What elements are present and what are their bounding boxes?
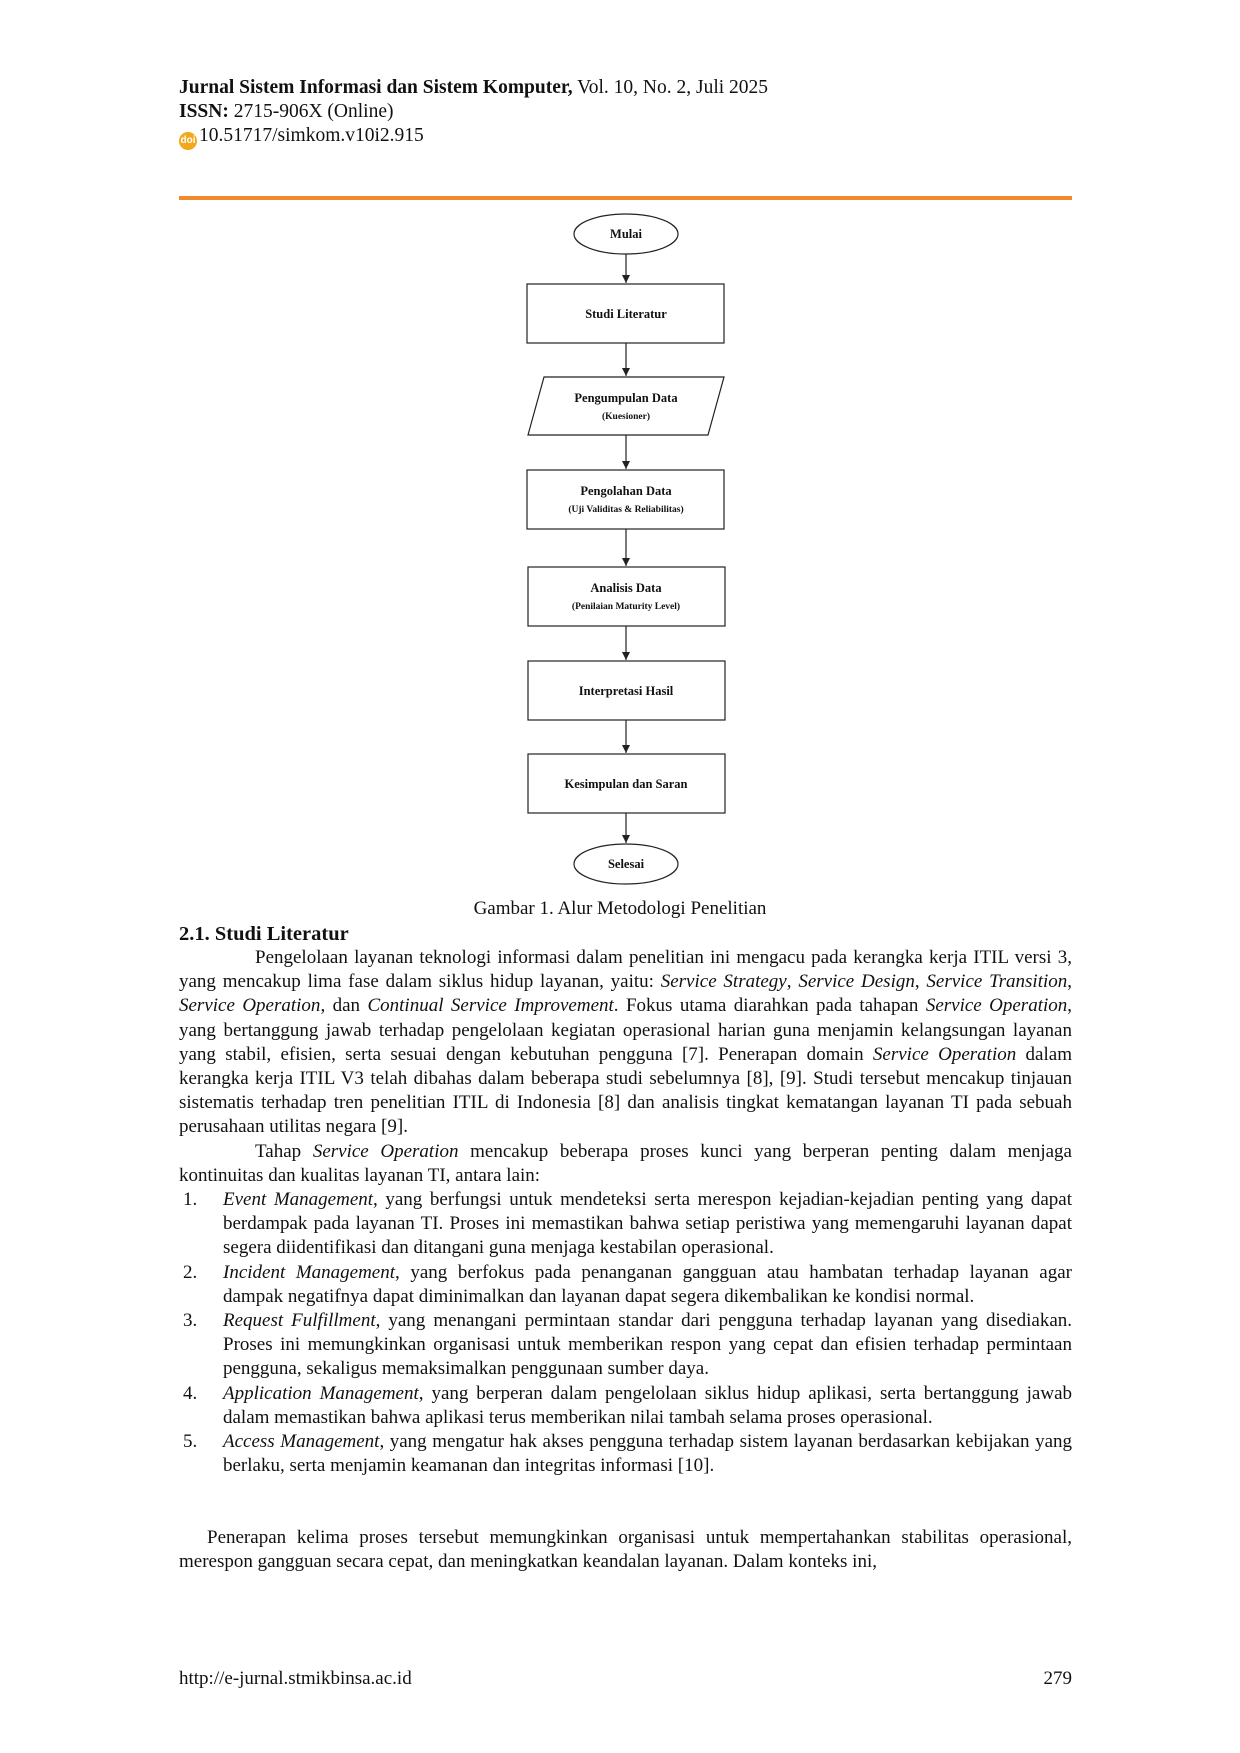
flow-step6-label: Kesimpulan dan Saran	[564, 777, 688, 791]
flow-end	[574, 844, 678, 884]
flow-step5-label: Interpretasi Hasil	[578, 684, 674, 698]
list-text: , yang berperan dalam pengelolaan siklus hidup aplikasi, serta bertanggung jawab dalam memastikan bahwa aplikasi terus memberikan nilai tambah selama proses operasional.	[223, 1382, 1072, 1428]
list-term: Incident Management	[223, 1261, 396, 1283]
flow-start-label: Mulai	[610, 227, 642, 241]
list-text: , yang mengatur hak akses pengguna terhadap sistem layanan berdasarkan kebijakan yang berlaku, serta menjamin keamanan dan integritas informasi [10].	[223, 1431, 1072, 1477]
p2-text: mencakup beberapa proses kunci yang berperan penting dalam menjaga kontinuitas dan kualitas layanan TI, antara lain:	[179, 1141, 1072, 1187]
p1-term: Service Transition	[926, 971, 1068, 993]
paragraph-3	[179, 1526, 1072, 1574]
footer-url[interactable]: http://e-jurnal.stmikbinsa.ac.id	[179, 1668, 412, 1689]
p1-text: , yang bertanggung jawab terhadap pengelolaan kegiatan operasional harian guna menjamin kelangsungan layanan yang stabil, efisien, serta sesuai dengan kebutuhan pengguna [7]. Penerapan domain	[179, 995, 1073, 1065]
p2-text: Tahap	[255, 1141, 313, 1162]
flow-step4-title: Analisis Data	[590, 581, 662, 595]
p1-term: Service Operation	[179, 995, 321, 1017]
flow-step-analisis-data	[528, 567, 725, 626]
flow-start	[574, 214, 678, 254]
figure-caption: Gambar 1. Alur Metodologi Penelitian	[473, 898, 767, 919]
flow-step2-sub: (Kuesioner)	[601, 412, 651, 422]
list-number: 4.	[183, 1382, 198, 1404]
flow-step4-sub: (Penilaian Maturity Level)	[571, 602, 681, 612]
list-text: , yang berfungsi untuk mendeteksi serta merespon kejadian-kejadian penting yang dapat berdampak pada layanan TI. Proses ini memastikan bahwa setiap peristiwa yang memengaruhi layanan dapat segera diidentifikasi dan ditangani guna menjaga kestabilan operasional.	[223, 1189, 1072, 1259]
list-text: , yang berfokus pada penanganan gangguan atau hambatan terhadap layanan agar dampak negatifnya dapat diminimalkan dan layanan dapat segera dikembalikan ke kondisi normal.	[223, 1261, 1072, 1307]
p1-term: Service Operation	[872, 1043, 1017, 1065]
p1-text: ,	[1067, 971, 1073, 993]
list-item	[179, 1261, 1072, 1309]
list-term: Request Fulfillment	[223, 1310, 376, 1332]
flow-step1-label: Studi Literatur	[585, 307, 667, 321]
p2-term: Service Operation	[312, 1141, 459, 1162]
flow-step3-title: Pengolahan Data	[580, 484, 672, 498]
journal-name: Jurnal Sistem Informasi dan Sistem Komputer,	[179, 77, 573, 98]
list-term: Application Management	[223, 1382, 419, 1404]
page-number: 279	[1043, 1668, 1072, 1689]
p1-term: Continual Service Improvement	[367, 995, 614, 1017]
list-item	[179, 1430, 1072, 1478]
p1-text: ,	[914, 971, 927, 993]
issn-label: ISSN:	[179, 101, 229, 122]
list-number: 1.	[183, 1189, 198, 1210]
issn-value: 2715-906X (Online)	[233, 101, 394, 122]
paragraph-1	[179, 946, 1072, 1140]
p1-term: Service Strategy	[660, 971, 787, 993]
doi-icon: doi	[179, 132, 197, 150]
flow-step2-title: Pengumpulan Data	[574, 391, 678, 405]
list-text: , yang menangani permintaan standar dari pengguna terhadap layanan yang disediakan. Proses ini memungkinkan organisasi untuk memberikan respon yang cepat dan efisien terhadap permintaan pengguna, sekaligus memaksimalkan penggunaan sumber daya.	[223, 1310, 1073, 1380]
list-number: 3.	[183, 1310, 198, 1332]
list-number: 5.	[183, 1431, 198, 1453]
list-item	[179, 1309, 1072, 1382]
flow-step-pengolahan-data	[527, 470, 724, 529]
list-item	[179, 1188, 1072, 1261]
p1-term: Service Operation	[925, 995, 1068, 1017]
journal-volume: Vol. 10, No. 2, Juli 2025	[577, 77, 769, 98]
p1-term: Service Design	[798, 971, 915, 993]
list-item	[179, 1382, 1072, 1430]
list-number: 2.	[183, 1261, 198, 1283]
flow-step-studi-literatur	[527, 284, 724, 343]
flow-end-label: Selesai	[607, 857, 645, 871]
paragraph-2	[179, 1140, 1072, 1188]
doi-link[interactable]: 10.51717/simkom.v10i2.915	[199, 125, 424, 146]
flow-step3-sub: (Uji Validitas & Reliabilitas)	[568, 505, 684, 515]
p1-text: . Fokus utama diarahkan pada tahapan	[613, 995, 926, 1017]
flow-step-interpretasi-hasil	[528, 661, 725, 720]
list-term: Access Management	[223, 1431, 380, 1453]
list-term: Event Management	[223, 1189, 374, 1210]
flow-step-pengumpulan-data	[528, 377, 724, 435]
section-heading: 2.1. Studi Literatur	[179, 923, 349, 945]
p1-text: Pengelolaan layanan teknologi informasi dalam penelitian ini mengacu pada kerangka kerja ITIL versi 3, yang mencakup lima fase dalam siklus hidup layanan, yaitu:	[179, 947, 1072, 993]
process-list	[179, 1188, 1072, 1478]
p3-text: Penerapan kelima proses tersebut memungkinkan organisasi untuk mempertahankan stabilitas operasional, merespon gangguan secara cepat, dan meningkatkan keandalan layanan. Dalam konteks ini,	[179, 1527, 1072, 1573]
p1-text: , dan	[320, 995, 368, 1017]
p1-text: dalam kerangka kerja ITIL V3 telah dibahas dalam beberapa studi sebelumnya [8], [9]. Studi tersebut mencakup tinjauan sistematis terhadap tren penelitian ITIL di Indonesia [8] dan analisis tingkat kematangan layanan TI pada sebuah perusahaan utilitas negara [9].	[179, 1043, 1072, 1138]
flow-step-kesimpulan-saran	[528, 754, 725, 813]
p1-text: ,	[786, 971, 799, 993]
